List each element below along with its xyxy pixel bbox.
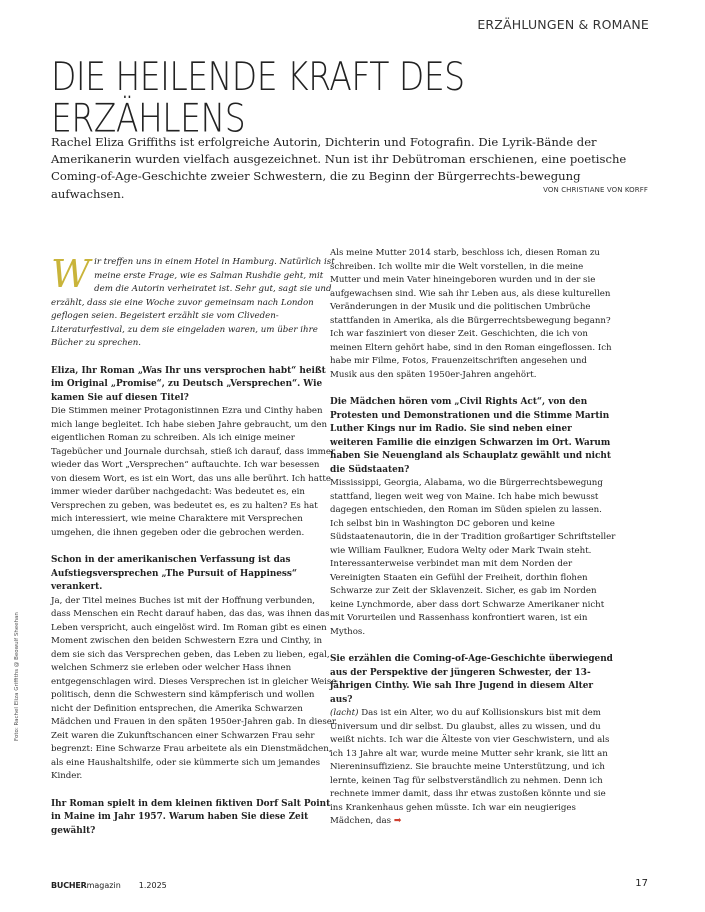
intro-paragraph — [51, 252, 337, 351]
byline: VON CHRISTIANE VON KORFF — [543, 186, 648, 194]
question-1: Eliza, Ihr Roman „Was Ihr uns versprochen habt“ heißt im Original „Promise“, zu Deutsch „Versprechen“. Wie kamen Sie auf diesen Titel? — [51, 365, 326, 403]
answer-5 — [330, 707, 616, 829]
question-3: Ihr Roman spielt in dem kleinen fiktiven Dorf Salt Point in Maine im Jahr 1957. Warum haben Sie diese Zeit gewählt? — [51, 798, 331, 836]
magazine-name-bold: BUCHER — [51, 881, 87, 890]
photo-credit: Foto: Rachel Eliza Griffiths @ Beowulf Sheehan — [14, 612, 20, 741]
question-2: Schon in der amerikanischen Verfassung ist das Aufstiegsversprechen „The Pursuit of Happiness“ verankert. — [51, 555, 298, 592]
section-label: ERZÄHLUNGEN & ROMANE — [477, 17, 649, 32]
article-lead: Rachel Eliza Griffiths ist erfolgreiche Autorin, Dichterin und Fotografin. Die Lyrik-Bände der Amerikanerin wurden vielfach ausgezeichnet. Nun ist ihr Debütroman erschienen, eine poetische Coming-of-Age-Geschichte zweier Schwestern, die zu Beginn der Bürgerrechts-bewegung aufwachsen. — [51, 135, 627, 201]
answer-4: Mississippi, Georgia, Alabama, wo die Bürgerrechtsbewegung stattfand, liegen weit weg von Maine. Ich habe mich bewusst dagegen entschieden, den Roman im Süden spielen zu lassen. Ich selbst bin in Washington DC geboren und keine Südstaatenautorin, die in der Tradition großartiger Schriftsteller wie William Faulkner, Eudora Welty oder Mark Twain steht. Interessanterweise verbindet man mit dem Norden der Vereinigten Staaten ein Gefühl der Freiheit, dorthin flohen Schwarze zur Zeit der Sklavenzeit. Sicher, es gab im Norden keine Lynchmorde, aber dass dort Schwarze Amerikaner nicht mit Vorurteilen und Rassenhass konfrontiert waren, ist ein Mythos. — [330, 478, 616, 637]
article-title: DIE HEILENDE KRAFT DES ERZÄHLENS — [51, 53, 465, 141]
footer-magazine — [51, 881, 167, 890]
answer-5-text: Das ist ein Alter, wo du auf Kollisionskurs bist mit dem Universum und dir selbst. Du glaubst, alles zu wissen, und du weißt nichts. Ich war die Älteste von vier Geschwistern, und als ich 13 Jahre alt war, wurde meine Mutter sehr krank, sie litt an Niereninsuffizienz. Sie brauchte meine Unterstützung, und ich lernte, keinen Tag für selbstverständlich zu nehmen. Denn ich rechnete immer damit, dass ihr etwas zustoßen könnte und sie ins Krankenhaus gehen müsste. Ich war ein neugieriges Mädchen, das — [330, 708, 610, 826]
answer-5-prefix: (lacht) — [330, 708, 359, 718]
question-5: Sie erzählen die Coming-of-Age-Geschichte überwiegend aus der Perspektive der jüngeren Schwester, der 13-jährigen Cinthy. Wie sah Ihre Jugend in diesem Alter aus? — [330, 654, 613, 705]
intro-text: ir treffen uns in einem Hotel in Hamburg. Natürlich ist meine erste Frage, wie es Salman Rushdie geht, mit dem die Autorin verheiratet ist. Sehr gut, sagt sie und erzählt, dass sie eine Woche zuvor gemeinsam nach London geflogen seien. Begeistert erzählt sie vom Cliveden-Literaturfestival, zu dem sie eingeladen waren, um über ihre Bücher zu sprechen. — [51, 257, 335, 348]
answer-3: Als meine Mutter 2014 starb, beschloss ich, diesen Roman zu schreiben. Ich wollte mir die Welt vorstellen, in die meine Mutter und mein Vater hineingeboren wurden und in der sie aufgewachsen sind. Wie sah ihr Leben aus, als diese kulturellen Veränderungen in der Musik und die politischen Umbrüche stattfanden in Amerika, als die Bürgerrechtsbewegung begann? Ich war fasziniert von dieser Zeit. Geschichten, die ich von meinen Eltern gehört habe, sind in den Roman eingeflossen. Ich habe mir Filme, Fotos, Frauenzeitschriften angesehen und Musik aus den späten 1950er-Jahren angehört. — [330, 248, 612, 380]
continue-arrow-icon: ➡ — [393, 816, 402, 826]
question-4: Die Mädchen hören vom „Civil Rights Act“, von den Protesten und Demonstrationen und die Stimme Martin Luther Kings nur im Radio. Sie sind neben einer weiteren Familie die einzigen Schwarzen im Ort. Warum haben Sie Neuengland als Schauplatz gewählt und nicht die Südstaaten? — [330, 397, 611, 475]
answer-2: Ja, der Titel meines Buches ist mit der Hoffnung verbunden, dass Menschen ein Recht darauf haben, das das, was ihnen das Leben verspricht, auch eingelöst wird. Im Roman gibt es einen Moment zwischen den beiden Schwestern Ezra und Cinthy, in dem sie sich das Versprechen geben, das Leben zu lieben, egal, welchen Schmerz sie erleben oder welcher Hass ihnen entgegenschlagen wird. Dieses Versprechen ist in gleicher Weise politisch, denn die Schwestern sind kämpferisch und wollen nicht der Definition entsprechen, die Amerika Schwarzen Mädchen und Frauen in den späten 1950er-Jahren gab. In dieser Zeit waren die Zukunftschancen einer Schwarzen Frau sehr begrenzt: Eine Schwarze Frau arbeitete als ein Dienstmädchen, als eine Haushaltshilfe, oder sie kümmerte sich um jemandes Kinder. — [51, 595, 337, 781]
dropcap: W — [51, 252, 91, 296]
column-left — [51, 252, 337, 838]
answer-1: Die Stimmen meiner Protagonistinnen Ezra und Cinthy haben mich lange begleitet. Ich habe sieben Jahre gebraucht, um den eigentlichen Roman zu schreiben. Als ich einige meiner Tagebücher und Journale durchsah, stieß ich darauf, dass immer wieder das Wort „Versprechen“ auftauchte. Ich war besessen von diesem Wort, es ist ein Wort, das uns alle berührt. Ich hatte immer wieder darüber nachgedacht: Was bedeutet es, ein Versprechen zu geben, was bedeutet es, es zu halten? Es hat mich interessiert, wie meine Charaktere mit Versprechen umgehen, die ihnen gegeben oder die gebrochen werden. — [51, 406, 336, 538]
column-right — [330, 247, 616, 829]
page-number: 17 — [635, 878, 648, 889]
magazine-name-light: magazin — [86, 881, 121, 890]
issue-number: 1.2025 — [138, 881, 167, 890]
